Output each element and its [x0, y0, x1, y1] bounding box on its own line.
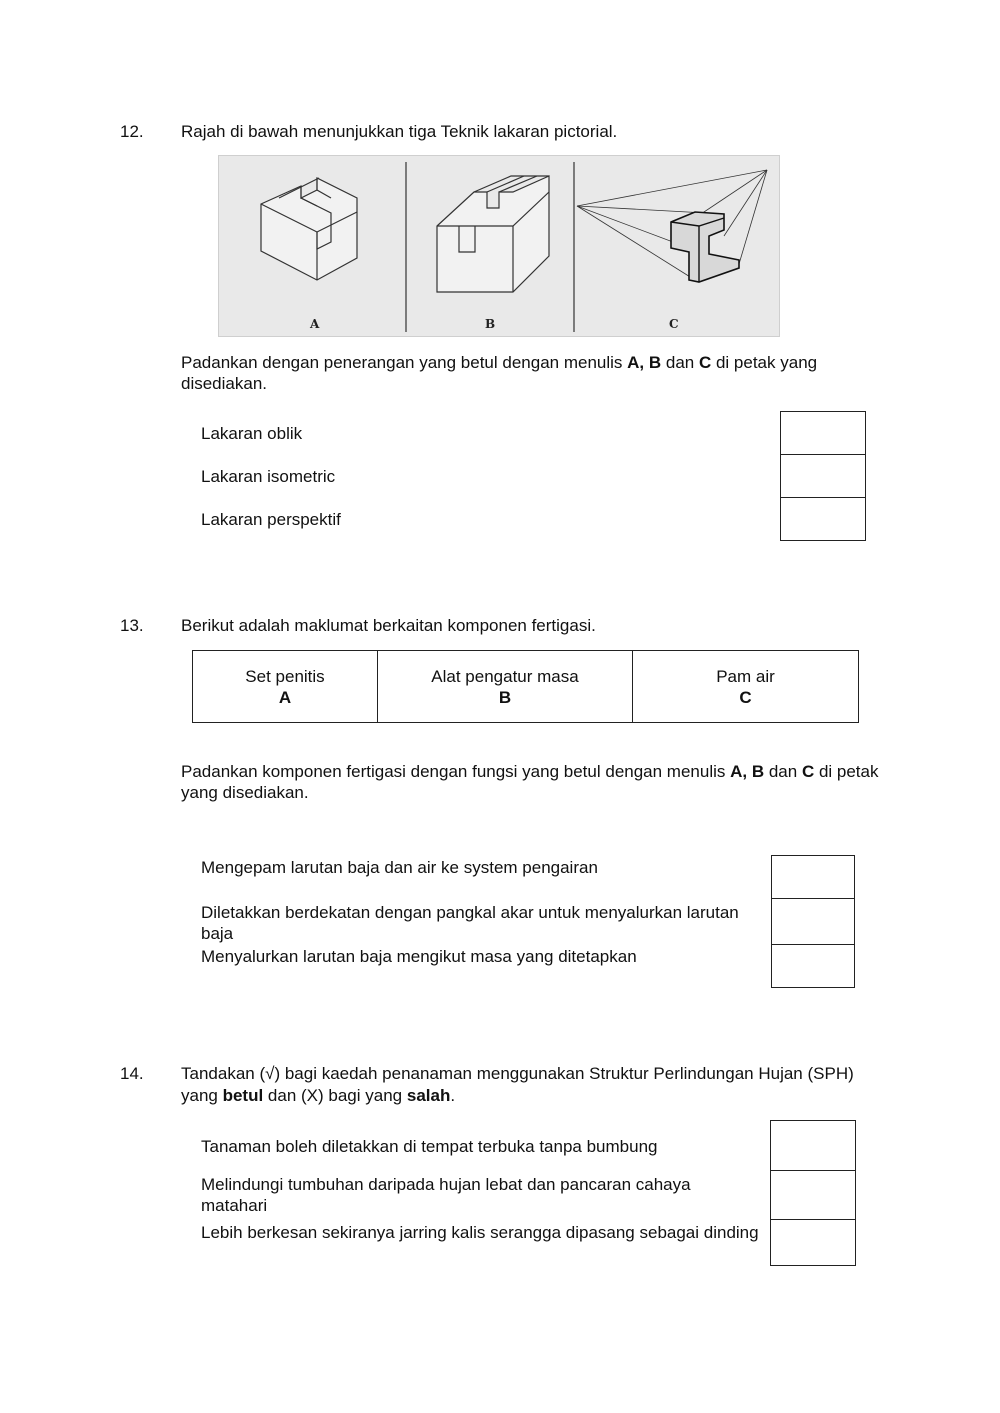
- q12-answer-box-3[interactable]: [780, 497, 866, 541]
- oblique-block-sketch: [437, 176, 549, 292]
- q13-number: 13.: [120, 616, 144, 635]
- q14-answer-box-1[interactable]: [770, 1120, 856, 1171]
- component-letter: C: [739, 687, 752, 707]
- component-cell-a: [193, 651, 378, 723]
- q14-item-2: Melindungi tumbuhan daripada hujan lebat dan pancaran cahaya matahari: [201, 1175, 691, 1215]
- isometric-block-sketch: [261, 178, 357, 280]
- component-letter: A: [278, 687, 292, 707]
- q14-item-1: Tanaman boleh diletakkan di tempat terbuka tanpa bumbung: [201, 1137, 658, 1156]
- q12-question: Rajah di bawah menunjukkan tiga Teknik lakaran pictorial.: [181, 122, 618, 141]
- component-name: Alat pengatur masa: [431, 666, 579, 686]
- q14-item-3: Lebih berkesan sekiranya jarring kalis serangga dipasang sebagai dinding: [201, 1223, 759, 1242]
- q14-answer-box-3[interactable]: [770, 1219, 856, 1266]
- figure-label-a: A: [310, 317, 320, 331]
- q14-question: Tandakan (√) bagi kaedah penanaman menggunakan Struktur Perlindungan Hujan (SPH) yang betul dan (X) bagi yang salah.: [181, 1064, 854, 1105]
- q12-number: 12.: [120, 122, 144, 141]
- q13-answer-box-1[interactable]: [771, 855, 855, 899]
- perspective-sketch: [577, 170, 767, 282]
- q13-item-2: Diletakkan berdekatan dengan pangkal akar untuk menyalurkan larutan baja: [201, 903, 739, 943]
- q14-answer-box-2[interactable]: [770, 1170, 856, 1220]
- q13-question: Berikut adalah maklumat berkaitan komponen fertigasi.: [181, 616, 596, 635]
- q12-item-isometric: Lakaran isometric: [201, 467, 336, 486]
- figure-label-b: B: [485, 317, 496, 331]
- q13-instruction: Padankan komponen fertigasi dengan fungsi yang betul dengan menulis A, B dan C di petak yang disediakan.: [181, 762, 879, 802]
- pictorial-sketch-figure: [218, 155, 780, 337]
- q12-item-oblique: Lakaran oblik: [201, 424, 303, 443]
- q12-instruction: Padankan dengan penerangan yang betul dengan menulis A, B dan C di petak yang disediakan.: [181, 353, 818, 393]
- pictorial-sketch-svg: [219, 156, 781, 338]
- q12-answer-box-1[interactable]: [780, 411, 866, 455]
- figure-label-c: C: [669, 317, 679, 331]
- component-cell-b: [378, 651, 633, 723]
- component-name: Pam air: [716, 666, 775, 686]
- q12-item-perspective: Lakaran perspektif: [201, 510, 341, 529]
- q13-item-3: Menyalurkan larutan baja mengikut masa yang ditetapkan: [201, 947, 637, 966]
- fertigation-components-table: [192, 650, 859, 723]
- q13-item-1: Mengepam larutan baja dan air ke system pengairan: [201, 858, 598, 877]
- component-name: Set penitis: [245, 666, 325, 686]
- q14-number: 14.: [120, 1064, 144, 1083]
- q12-answer-box-2[interactable]: [780, 454, 866, 498]
- q13-answer-box-3[interactable]: [771, 944, 855, 988]
- component-letter: B: [498, 687, 512, 707]
- q13-answer-box-2[interactable]: [771, 898, 855, 945]
- component-cell-c: [633, 651, 859, 723]
